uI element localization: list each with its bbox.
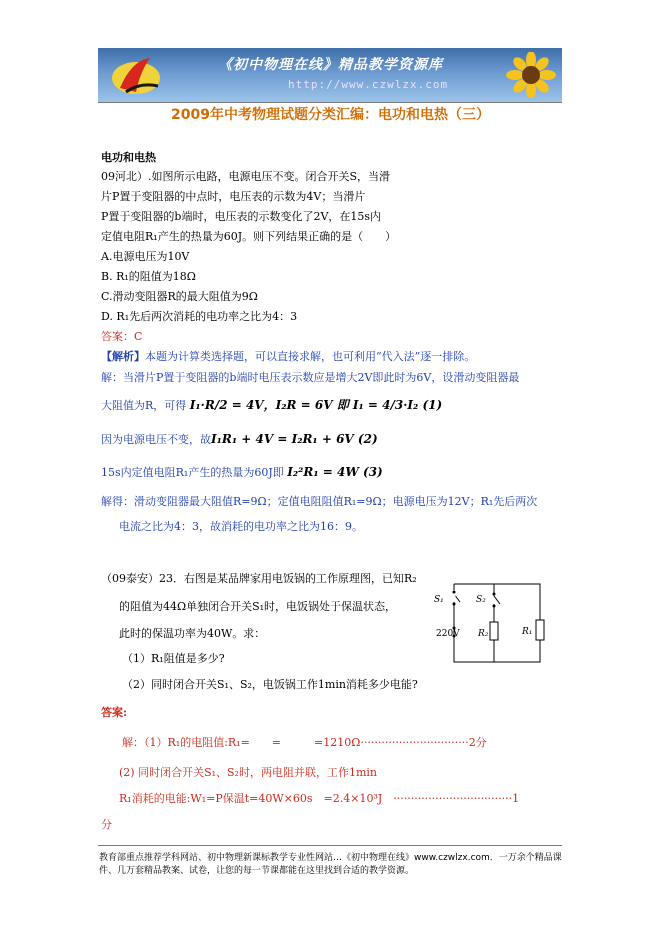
- final-result-2: 电流之比为4：3，故消耗的电功率之比为16：9。: [119, 520, 363, 533]
- solution-line-1: 解：当滑片P置于变阻器的b端时电压表示数应是增大2V即此时为6V，设滑动变阻器最: [101, 371, 520, 384]
- solution-line-2: [101, 398, 442, 413]
- s1-label: S₁: [434, 595, 444, 605]
- option-a: A.电源电压为10V: [101, 250, 190, 263]
- solution-line-4: [101, 465, 383, 480]
- q1-line: P置于变阻器的b端时，电压表的示数变化了2V，在15s内: [101, 210, 382, 223]
- solution-text: 15s内定值电阻R₁产生的热量为60J即: [101, 466, 284, 479]
- voltage-label: 220V: [436, 629, 460, 639]
- q2-line-2: 的阻值为44Ω单独闭合开关S₁时，电饭锅处于保温状态，: [119, 600, 397, 613]
- q1-answer: 答案：C: [101, 330, 143, 343]
- r1-label: R₁: [522, 627, 533, 637]
- q2-line-3: 此时的保温功率为40W。求：: [119, 627, 266, 640]
- site-logo: [106, 52, 170, 98]
- section-heading: 电功和电热: [101, 151, 156, 164]
- q2-sub-2: （2）同时闭合开关S₁、S₂，电饭锅工作1min消耗多少电能?: [122, 678, 418, 691]
- sunflower-icon: [502, 52, 560, 98]
- page-title: 2009年中考物理试题分类汇编：电功和电热（三）: [171, 107, 490, 123]
- q2-answer-label: 答案:: [101, 706, 128, 719]
- banner-url[interactable]: http://www.czwlzx.com: [288, 78, 449, 91]
- option-d: D. R₁先后两次消耗的电功率之比为4：3: [101, 310, 298, 323]
- equation-1: I₁·R/2 = 4V，I₂R = 6V 即 I₁ = 4/3·I₂ (1): [189, 398, 443, 412]
- solution-text: 因为电源电压不变，故: [101, 433, 211, 446]
- equation-3: I₂²R₁ = 4W (3): [287, 465, 383, 479]
- q2-line-1: （09泰安）23．右图是某品牌家用电饭锅的工作原理图，已知R₂: [101, 572, 417, 585]
- q2-sub-1: （1）R₁阻值是多少?: [122, 652, 225, 665]
- header-divider: [98, 102, 562, 103]
- analysis-label: 【解析】: [101, 350, 145, 363]
- q1-analysis: [101, 350, 475, 364]
- s2-label: S₂: [476, 595, 486, 605]
- option-c: C.滑动变阻器R的最大阻值为9Ω: [101, 290, 258, 303]
- r2-label: R₂: [478, 629, 489, 639]
- solution-line-3: [101, 432, 378, 447]
- banner-title: 《初中物理在线》精品教学资源库: [218, 57, 443, 73]
- circuit-diagram: [430, 578, 550, 666]
- q2-answer-2: (2) 同时闭合开关S₁、S₂时，两电阻并联，工作1min: [119, 766, 377, 779]
- option-b: B. R₁的阻值为18Ω: [101, 270, 196, 283]
- header-banner: [98, 48, 562, 102]
- page-footer: 教育部重点推荐学科网站、初中物理新课标教学专业性网站…《初中物理在线》www.czwlzx.com．一万余个精品课件、几万套精品教案、试卷，让您的每一节课都能在这里找到合适的教学资源。: [99, 853, 562, 876]
- q1-line: 定值电阻R₁产生的热量为60J。则下列结果正确的是（ ）: [101, 230, 397, 243]
- q1-line: 片P置于变阻器的中点时，电压表的示数为4V；当滑片: [101, 190, 366, 203]
- solution-text: 大阻值为R，可得: [101, 399, 187, 412]
- footer-divider: [98, 845, 562, 846]
- q2-answer-3: R₁消耗的电能:W₁=P保温t=40W×60s =2.4×10³J ··································1: [119, 792, 520, 805]
- q2-answer-1: 解：（1）R₁的电阻值:R₁= = =1210Ω·······························2分: [122, 736, 487, 749]
- q2-answer-4: 分: [101, 818, 112, 831]
- analysis-text: 本题为计算类选择题，可以直接求解，也可利用“代入法”逐一排除。: [145, 350, 476, 363]
- equation-2: I₁R₁ + 4V = I₂R₁ + 6V (2): [211, 432, 378, 446]
- q1-line: 09河北）.如图所示电路，电源电压不变。闭合开关S，当滑: [101, 170, 391, 183]
- final-result-1: 解得：滑动变阻器最大阻值R=9Ω；定值电阻阻值R₁=9Ω；电源电压为12V；R₁先后两次: [101, 495, 538, 508]
